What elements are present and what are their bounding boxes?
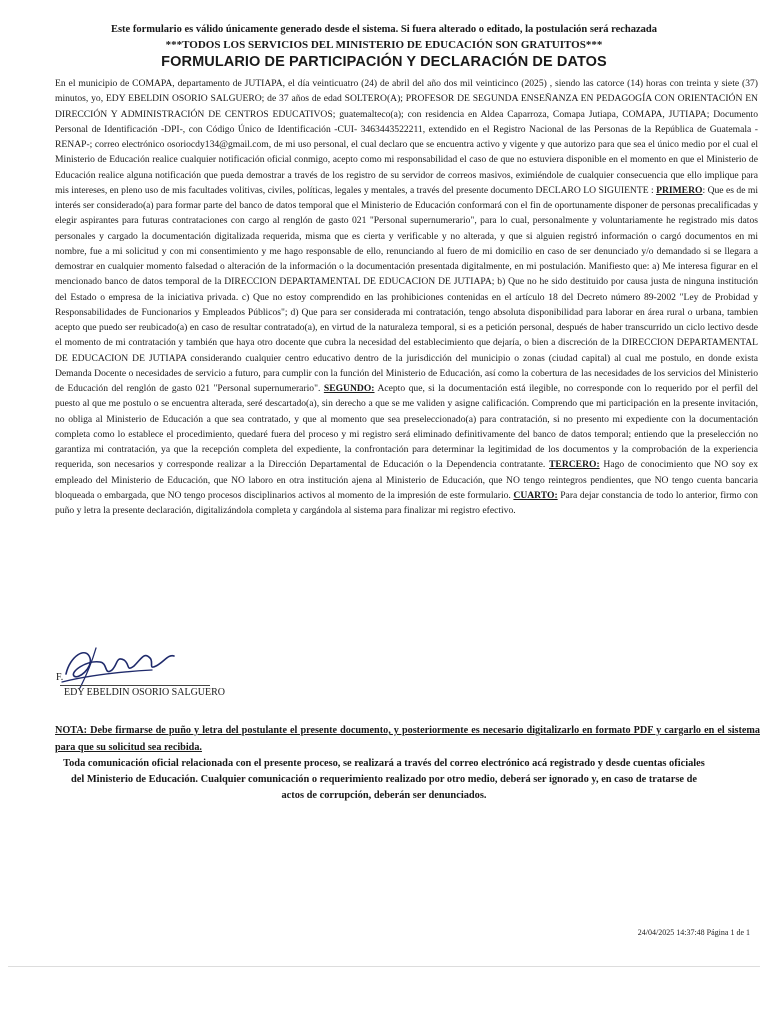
print-timestamp-page: 24/04/2025 14:37:48 Página 1 de 1 (637, 928, 750, 937)
official-communication-notice: Toda comunicación oficial relacionada con el presente proceso, se realizará a través del correo electrónico acá registrado y desde cuentas oficiales del Ministerio de Educación. Cualquier comunicación o requerimiento realizado por otro medio, deberá ser ignorado y, en caso de tratarse de actos de corrupción, deberán ser denunciados. (63, 758, 705, 801)
keyword-cuarto: CUARTO: (513, 489, 558, 501)
validity-notice: Este formulario es válido únicamente generado desde el sistema. Si fuera alterado o editado, la postulación será rechazada (110, 24, 658, 35)
paragraph-intro: En el municipio de COMAPA, departamento de JUTIAPA, el día veinticuatro (24) de abril del año dos mil veinticinco (2025) , siendo las catorce (14) horas con treinta y siete (37) minutos, yo, EDY EBELDIN OSORIO SALGUERO; de 37 años de edad SOLTERO(A); PROFESOR DE SEGUNDA ENSEÑANZA EN PEDAGOGÍA CON ORIENTACIÓN EN DIRECCIÓN Y ADMINISTRACIÓN DE CENTROS EDUCATIVOS; guatemalteco(a); con residencia en Aldea Caparroza, Comapa Jutiapa, COMAPA, JUTIAPA; Documento Personal de Identificación -DPI-, con Código Único de Identificación -CUI- 3463443522211, extendido en el Registro Nacional de las Personas de la República de Guatemala -RENAP-; correo electrónico osoriocdy134@gmail.com, de mi uso personal, el cual declaro que se encuentra activo y vigente y que autorizo para que sea el único medio por el cual el Ministerio de Educación realice cualquier notificación oficial conmigo, acepto como mi responsabilidad el caso de que no estuviera disponible en el momento en que el Ministerio de Educación realice alguna notificación que pueda demostrar a través de los registro de su servidor de correos masivos, eximiéndole de cualquier consecuencia que ello implique para mis intereses, en pleno uso de mis facultades volitivas, civiles, políticas, legales y mentales, a través del presente documento DECLARO LO SIGUIENTE : (55, 78, 758, 196)
paragraph-segundo: Acepto que, si la documentación está ilegible, no corresponde con lo requerido por el perfil del puesto al que me postulo o se encuentra alterada, seré descartado(a), sin derecho a que se me validen y asigne calificación. Comprendo que mi participación en la presente invitación, no obliga al Ministerio de Educación a que sea contratado, y que al momento que sea preseleccionado(a) para contratación, si no presento mi expediente con la documentación completa como lo establece el procedimiento, quedaré fuera del proceso y mi registro será eliminado definitivamente del banco de datos temporal; entiendo que la preselección no garantiza mi contratación, ya que la recepción completa del expediente, la confrontación para determinar la legitimidad de los documentos y la comprobación de la experiencia requerida, son necesarios y corresponde realizar a la Dirección Departamental de Educación o la Dependencia contratante. (55, 383, 759, 471)
signature-line (60, 685, 210, 686)
form-title: FORMULARIO DE PARTICIPACIÓN Y DECLARACIÓN DE DATOS (161, 54, 607, 70)
paragraph-cuarto: Para dejar constancia de todo lo anterior, firmo con puño y letra la presente declaración, digitalizándola completa y cargándola al sistema para finalizar mi registro efectivo. (55, 489, 758, 516)
signing-note: NOTA: Debe firmarse de puño y letra del postulante el presente documento, y posteriormente es necesario digitalizarlo en formato PDF y cargarlo en el sistema para que su solicitud sea recibida. (55, 725, 760, 753)
signatory-name: EDY EBELDIN OSORIO SALGUERO (64, 687, 226, 698)
paragraph-primero: : Que es de mi interés ser considerado(a) para formar parte del banco de datos temporal que el Ministerio de Educación conformará con el fin de oportunamente disponer de personas precalificadas y elegir aspirantes para futuras contrataciones con cargo al renglón de gasto 021 "Personal supernumerario", para lo cual, personalmente y voluntariamente he registrado mis datos personales y cargado la documentación digitalizada requerida, misma que es cierta y verificable y no alterada, y que si alguien registró información o cargó documentos en mi nombre, fue a mi solicitud y con mi consentimiento y me hago responsable de ello, renunciando al fuero de mi domicilio en caso de ser denunciado y/o demandado si se llegara a demostrar en cualquier momento falsedad o alteración de la información o la documentación presentada digitalmente, en mi postulación. Manifiesto que: a) Me interesa figurar en el mencionado banco de datos temporal de la DIRECCION DEPARTAMENTAL DE EDUCACION DE JUTIAPA; b) Que no he sido destituido por causa justa de ninguna institución del Estado o empresa de la iniciativa privada. c) Que no estoy comprendido en las prohibiciones contenidas en el artículo 18 del Decreto número 89-2002 "Ley de Probidad y Responsabilidades de Funcionarios y Empleados Públicos"; d) Que para ser considerada mi contratación, tengo absoluta disponibilidad para laborar en área rural o urbana, tambien acepto que puedo ser reubicado(a) en caso de resultar contratado(a), en virtud de la naturaleza temporal, si es a petición personal, después de haber transcurrido un ciclo lectivo desde el momento de mi contratación y también que haya otro docente que cubra la necesidad del establecimiento que dejaría, o bien a discreción de la DIRECCION DEPARTAMENTAL DE EDUCACION DE JUTIAPA considerando cualquier centro educativo dentro de la jurisdicción del municipio o zonas (ciudad capital) al cual me postulo, en donde exista Demanda Docente o necesidades de servicio a futuro, para cumplir con la función del Ministerio de Educación, así como la cobertura de las necesidades de los servicios del Ministerio de Educación del renglón de gasto 021 "Personal supernumerario". (55, 184, 758, 394)
keyword-tercero: TERCERO: (549, 459, 600, 471)
handwritten-signature (56, 636, 186, 692)
paragraph-tercero: Hago de conocimiento que NO soy ex empleado del Ministerio de Educación, que NO laboro en otra institución ajena al Ministerio de Educación, que NO tengo reintegros pendientes, que NO tengo cuenta bancaria bloqueada o embargada, que NO tengo procesos disciplinarios activos al momento de la impresión de este formulario. (55, 459, 758, 501)
keyword-primero: PRIMERO (656, 184, 703, 196)
page-bottom-divider (8, 966, 760, 967)
keyword-segundo: SEGUNDO: (323, 383, 375, 394)
free-services-notice: ***TODOS LOS SERVICIOS DEL MINISTERIO DE EDUCACIÓN SON GRATUITOS*** (165, 39, 603, 51)
declaration-body (55, 76, 758, 518)
signature-f-label: F. (56, 672, 64, 683)
